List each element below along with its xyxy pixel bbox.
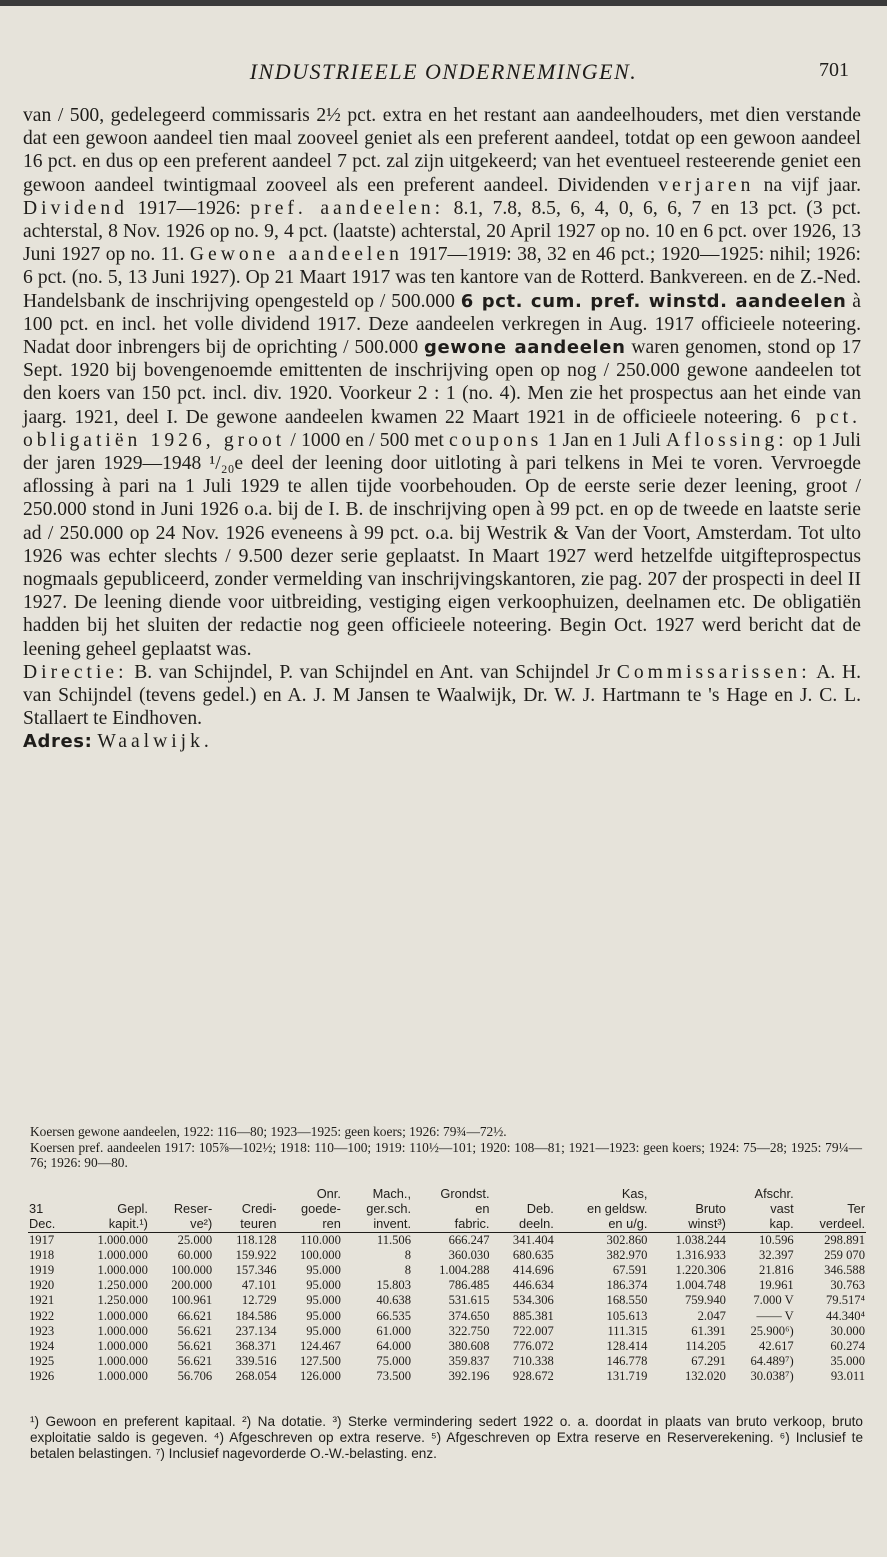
table-cell: 124.467	[299, 1339, 341, 1354]
table-header-cell: vast	[770, 1201, 794, 1217]
table-row	[28, 1278, 866, 1293]
table-cell: 2.047	[697, 1308, 726, 1323]
bold-term: gewone aandeelen	[424, 337, 626, 359]
table-cell: 186.374	[606, 1278, 648, 1293]
table-cell: 1.250.000	[97, 1293, 148, 1308]
table-cell: 302.860	[606, 1232, 648, 1247]
table-cell: 8	[404, 1263, 412, 1278]
table-cell: 237.134	[235, 1323, 277, 1338]
company-description	[23, 104, 861, 754]
table-cell: 534.306	[512, 1293, 554, 1308]
table-cell: 259 070	[824, 1247, 865, 1262]
year-cell: 1917	[29, 1232, 55, 1247]
table-cell: 168.550	[606, 1293, 648, 1308]
table-cell: 374.650	[448, 1308, 490, 1323]
table-header-cell: en geldsw.	[586, 1201, 648, 1217]
table-cell: 56.621	[177, 1339, 213, 1354]
table-cell: 359.837	[448, 1354, 490, 1369]
year-cell: 1926	[29, 1369, 55, 1384]
table-cell: 759.940	[684, 1293, 726, 1308]
year-cell: 1919	[29, 1263, 55, 1278]
table-header-cell: Ter	[847, 1201, 865, 1217]
table-cell: 710.338	[512, 1354, 554, 1369]
prices-common: Koersen gewone aandeelen, 1922: 116—80; 1923—1925: geen koers; 1926: 79¾—72½.	[30, 1124, 507, 1139]
spaced-term: Dividend	[23, 197, 128, 219]
table-cell: 73.500	[376, 1369, 412, 1384]
table-cell: 30.038⁷)	[750, 1369, 794, 1384]
table-cell: 67.591	[612, 1263, 648, 1278]
table-header-row-1	[28, 1186, 866, 1201]
table-cell: 30.763	[830, 1278, 865, 1293]
table-header-cell: verdeel.	[795, 1216, 866, 1232]
scan-edge	[0, 0, 887, 6]
table-cell: —— V	[756, 1308, 794, 1323]
table-cell: 126.000	[299, 1369, 341, 1384]
table-header-cell: Credi-	[241, 1201, 277, 1217]
table-cell: 159.922	[235, 1247, 277, 1262]
spaced-term: verjaren	[658, 174, 755, 196]
table-row	[28, 1232, 866, 1248]
table-cell: 95.000	[306, 1278, 341, 1293]
text-run: waren genomen, stond op 17 Sept. 1920 bij bovengenoemde emittenten de inschrijving open op nog / 250.000 gewone aandeelen tot den koers van 150 pct. incl. div. 1920. Voorkeur 2 : 1 (no. 4). Men zie het prospectus aan het einde van jaarg. 1921, deel I. De gewone aandeelen kwamen 22 Maart 1921 in de officieele noteering.	[23, 337, 861, 428]
text-run: 8.1, 7.8, 8.5, 6, 4, 0, 6, 6, 7 en 13 pct. (3 pct. achterstal, 8 Nov. 1926 op no. 9, 4 pct. (laatste) achterstal, 20 April 1927 op no. 10 en 6 pct. over 1926, 13 Juni 1927 op no. 11.	[23, 197, 861, 266]
table-header-row-3	[28, 1216, 866, 1232]
table-header-cell: Gepl.	[117, 1201, 148, 1217]
table-cell: 128.414	[606, 1339, 648, 1354]
table-header-cell: Bruto	[695, 1201, 726, 1217]
table-cell: 61.000	[376, 1323, 412, 1338]
table-cell: 30.000	[830, 1323, 865, 1338]
spaced-term: 6 pct. obligatiën 1926, groot	[23, 406, 861, 451]
table-header-cell: Reser-	[173, 1201, 213, 1217]
table-cell: 95.000	[306, 1308, 341, 1323]
table-cell: 132.020	[684, 1369, 726, 1384]
table-row	[28, 1339, 866, 1354]
table-cell: 184.586	[235, 1308, 277, 1323]
table-cell: 146.778	[606, 1354, 648, 1369]
table-header-cell: kap.	[727, 1216, 795, 1232]
table-cell: 268.054	[235, 1369, 277, 1384]
footnotes	[30, 1414, 863, 1462]
address-line	[23, 730, 861, 753]
table-header-cell: Mach.,	[372, 1186, 412, 1201]
table-body	[28, 1232, 866, 1385]
table-cell: 35.000	[830, 1354, 865, 1369]
table-header-cell: ger.sch.	[366, 1201, 412, 1217]
year-cell: 1925	[29, 1354, 55, 1369]
table-cell: 15.803	[376, 1278, 412, 1293]
table-cell: 8	[404, 1247, 412, 1262]
table-cell: 786.485	[448, 1278, 490, 1293]
year-cell: 1918	[29, 1247, 55, 1262]
table-cell: 200.000	[171, 1278, 213, 1293]
table-cell: 1.000.000	[97, 1308, 148, 1323]
table-cell: 1.000.000	[97, 1247, 148, 1262]
table-row	[28, 1324, 866, 1339]
table-cell: 100.000	[171, 1263, 213, 1278]
table-cell: 56.621	[177, 1323, 213, 1338]
table-cell: 66.621	[177, 1308, 213, 1323]
table-cell: 322.750	[448, 1323, 490, 1338]
table-cell: 1.000.000	[97, 1369, 148, 1384]
table-header-cell: Grondst.	[440, 1186, 490, 1201]
text-run: 1917—1926:	[127, 197, 251, 219]
table-header-cell: invent.	[342, 1216, 412, 1232]
table-header-cell: Kas,	[621, 1186, 648, 1201]
table-header-cell: fabric.	[412, 1216, 490, 1232]
table-header-cell: Dec.	[28, 1216, 70, 1232]
table-cell: 61.391	[691, 1323, 726, 1338]
table-cell: 1.220.306	[675, 1263, 726, 1278]
table-cell: 56.706	[177, 1369, 213, 1384]
table-cell: 79.517⁴	[825, 1293, 865, 1308]
table-cell: 75.000	[376, 1354, 412, 1369]
page-header	[0, 55, 887, 89]
table-header-cell: teuren	[213, 1216, 277, 1232]
table-cell: 60.000	[177, 1247, 213, 1262]
table-cell: 19.961	[759, 1278, 794, 1293]
table-cell: 380.608	[448, 1339, 490, 1354]
financial-table	[28, 1186, 866, 1385]
table-cell: 110.000	[300, 1232, 341, 1247]
table-cell: 414.696	[512, 1263, 554, 1278]
table-cell: 105.613	[606, 1308, 648, 1323]
year-cell: 1922	[29, 1308, 55, 1323]
table-cell: 531.615	[448, 1293, 490, 1308]
table-cell: 131.719	[606, 1369, 648, 1384]
table-cell: 339.516	[235, 1354, 277, 1369]
year-cell: 1923	[29, 1323, 55, 1338]
table-cell: 1.000.000	[97, 1232, 148, 1247]
table-cell: 1.250.000	[97, 1278, 148, 1293]
table-cell: 60.274	[830, 1339, 865, 1354]
table-cell: 42.617	[759, 1339, 794, 1354]
table-cell: 341.404	[512, 1232, 554, 1247]
table-cell: 10.596	[759, 1232, 794, 1247]
text-run: op 1 Juli der jaren 1929—1948 ¹/₂₀e deel der leening door uitloting à pari telkens in Mei te voren. Vervroegde aflossing à pari na 1 Juli 1929 te allen tijde voorbehouden. Op de eerste serie dezer leening, groot / 250.000 stond in Juni 1926 o.a. bij de I. B. de inschrijving open à 99 pct. en op de tweede en laatste serie ad / 250.000 op 24 Nov. 1926 eveneens à 99 pct. o.a. bij Westrik & Van der Voort, Amsterdam. Tot ulto 1926 was echter slechts / 9.500 dezer serie geplaatst. In Maart 1927 werd hetzelfde uitgifteprospectus nogmaals gepubliceerd, zonder vermelding van inschrijvingskantoren, zie pag. 207 der prospecti in deel II 1927. De leening diende voor uitbreiding, vestiging eigen verkoophuizen, deelnamen etc. De obligatiën hadden bij het sluiten der redactie nog geen officieele noteering. Begin Oct. 1927 werd bericht dat de leening geheel geplaatst was.	[23, 429, 861, 660]
table-cell: 7.000 V	[753, 1293, 794, 1308]
directie-text: B. van Schijndel, P. van Schijndel en Ant. van Schijndel Jr	[127, 661, 617, 683]
table-cell: 118.128	[236, 1232, 277, 1247]
table-cell: 66.535	[376, 1308, 412, 1323]
table-row	[28, 1293, 866, 1308]
table-header-cell: 31	[29, 1201, 44, 1217]
spaced-term: Aflossing:	[666, 429, 788, 451]
address-value: Waalwijk.	[97, 731, 213, 753]
directors-paragraph	[23, 661, 861, 731]
table-cell: 1.004.748	[675, 1278, 726, 1293]
table-cell: 680.635	[512, 1247, 554, 1262]
table-header-cell: kapit.¹)	[70, 1216, 148, 1232]
table-cell: 446.634	[512, 1278, 554, 1293]
table-cell: 56.621	[177, 1354, 213, 1369]
table-cell: 1.316.933	[675, 1247, 726, 1262]
table-cell: 67.291	[691, 1354, 726, 1369]
table-cell: 11.506	[376, 1232, 412, 1247]
text-run: na vijf jaar.	[754, 174, 862, 196]
directie-label: Directie:	[23, 661, 128, 683]
table-row	[28, 1248, 866, 1263]
table-cell: 40.638	[376, 1293, 412, 1308]
table-cell: 44.340⁴	[825, 1308, 865, 1323]
table-cell: 928.672	[512, 1369, 554, 1384]
table-cell: 368.371	[235, 1339, 277, 1354]
table-cell: 666.247	[448, 1232, 490, 1247]
table-cell: 722.007	[512, 1323, 554, 1338]
table-cell: 1.000.000	[97, 1263, 148, 1278]
table-cell: 47.101	[241, 1278, 277, 1293]
table-cell: 95.000	[306, 1323, 341, 1338]
table-cell: 382.970	[606, 1247, 648, 1262]
table-cell: 93.011	[830, 1369, 865, 1384]
year-cell: 1920	[29, 1278, 55, 1293]
spaced-term: Gewone aandeelen	[189, 244, 403, 266]
table-cell: 25.000	[177, 1232, 213, 1247]
table-row	[28, 1309, 866, 1324]
table-cell: 21.816	[759, 1263, 794, 1278]
table-cell: 114.205	[685, 1339, 726, 1354]
dividend-paragraph	[23, 104, 861, 661]
table-cell: 298.891	[824, 1232, 865, 1247]
table-cell: 346.588	[824, 1263, 865, 1278]
price-history	[30, 1124, 862, 1171]
table-header-cell: en	[475, 1201, 490, 1217]
year-cell: 1924	[29, 1339, 55, 1354]
table-cell: 111.315	[607, 1323, 648, 1338]
text-run: / 1000 en / 500 met	[285, 429, 449, 451]
running-title: INDUSTRIEELE ONDERNEMINGEN.	[249, 59, 638, 84]
table-row	[28, 1263, 866, 1278]
table-cell: 64.000	[376, 1339, 412, 1354]
table-cell: 64.489⁷)	[750, 1354, 794, 1369]
page-number: 701	[819, 59, 849, 81]
table-cell: 100.961	[171, 1293, 213, 1308]
spaced-term: coupons	[448, 429, 543, 451]
table-cell: 885.381	[512, 1308, 554, 1323]
address-label: Adres:	[23, 731, 93, 753]
table-cell: 95.000	[306, 1293, 341, 1308]
text-run: 1 Jan en 1 Juli	[542, 429, 667, 451]
table-cell: 127.500	[299, 1354, 341, 1369]
table-row	[28, 1354, 866, 1369]
table-header-cell: ren	[278, 1216, 342, 1232]
commissarissen-text: A. H. van Schijndel (tevens gedel.) en A. J. M Jansen te Waalwijk, Dr. W. J. Hartmann te 's Hage en J. C. L. Stallaert te Eindhoven.	[23, 661, 862, 730]
table-cell: 360.030	[448, 1247, 490, 1262]
prices-preferred: Koersen pref. aandeelen 1917: 105⅞—102½; 1918: 110—100; 1919: 110½—101; 1920: 108—81; 1921—1923: geen koers; 1924: 75—28; 1925: 79¼—76; 1926: 90—80.	[30, 1139, 862, 1171]
table-header-cell: Deb.	[526, 1201, 554, 1217]
text-run: à 100 pct. en incl. het volle dividend 1917. Deze aandeelen verkregen in Aug. 1917 officieele noteering. Nadat door inbrengers bij de oprichting / 500.000	[23, 290, 861, 359]
table-header-cell: ve²)	[149, 1216, 213, 1232]
table-header-cell: goede-	[301, 1201, 341, 1217]
table-cell: 157.346	[235, 1263, 277, 1278]
table-cell: 1.000.000	[97, 1339, 148, 1354]
bold-term: 6 pct. cum. pref. winstd. aandeelen	[460, 290, 847, 312]
table-cell: 1.000.000	[97, 1323, 148, 1338]
table-cell: 392.196	[448, 1369, 490, 1384]
table-header-cell: Onr.	[316, 1186, 341, 1201]
table-cell: 100.000	[299, 1247, 341, 1262]
table-cell: 1.038.244	[675, 1232, 726, 1247]
table-cell: 95.000	[306, 1263, 341, 1278]
spaced-term: pref. aandeelen:	[250, 197, 445, 219]
text-run: 1917—1919: 38, 32 en 46 pct.; 1920—1925: nihil; 1926: 6 pct. (no. 5, 13 Juni 1927). Op 21 Maart 1917 was ten kantore van de Rotterd. Bankvereen. en de Z.-Ned. Handelsbank de inschrijving opengesteld op / 500.000	[23, 244, 861, 312]
year-cell: 1921	[29, 1293, 55, 1308]
table-cell: 1.000.000	[97, 1354, 148, 1369]
table-cell: 1.004.288	[439, 1263, 490, 1278]
table-header-cell: Afschr.	[754, 1186, 794, 1201]
table-row	[28, 1369, 866, 1384]
commissarissen-label: Commissarissen:	[616, 661, 811, 683]
text-run: van / 500, gedelegeerd commissaris 2½ pct. extra en het restant aan aandeelhouders, met dien verstande dat een gewoon aandeel tien maal zooveel geniet als een preferent aandeel, totdat op een gewoon aandeel 16 pct. en dus op een preferent aandeel 7 pct. zal zijn uitgekeerd; van het eventueel resteerende geniet een gewoon aandeel twintigmaal zooveel als een preferent aandeel. Dividenden	[23, 105, 861, 196]
table-header-row-2	[28, 1201, 866, 1216]
table-header-cell: deeln.	[491, 1216, 555, 1232]
footnote-text: ¹) Gewoon en preferent kapitaal. ²) Na dotatie. ³) Sterke vermindering sedert 1922 o. a. doordat in plaats van bruto verkoop, bruto exploitatie saldo is gegeven. ⁴) Afgeschreven op extra reserve. ⁵) Afgeschreven op Extra reserve en Reserverekening. ⁶) Inclusief te betalen belastingen. ⁷) Inclusief nagevorderde O.-W.-belasting. enz.	[30, 1414, 863, 1461]
table-header-cell: winst³)	[648, 1216, 726, 1232]
table-cell: 25.900⁶)	[750, 1323, 794, 1338]
table-cell: 12.729	[241, 1293, 277, 1308]
table-cell: 32.397	[759, 1247, 794, 1262]
table-header-cell: en u/g.	[555, 1216, 649, 1232]
table-cell: 776.072	[512, 1339, 554, 1354]
